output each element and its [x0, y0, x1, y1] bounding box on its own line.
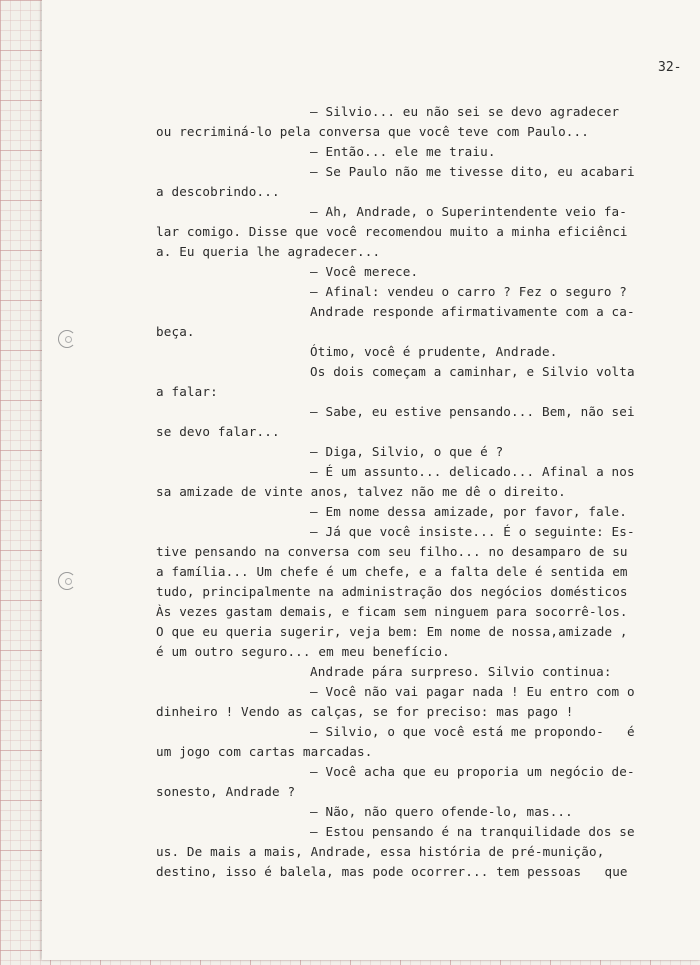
- text-line: tive pensando na conversa com seu filho... no desamparo de su: [156, 544, 628, 559]
- text-line: a falar:: [156, 384, 218, 399]
- text-line: sonesto, Andrade ?: [156, 784, 296, 799]
- text-line: – Você não vai pagar nada ! Eu entro com o: [310, 684, 635, 699]
- text-line: – Afinal: vendeu o carro ? Fez o seguro ?: [310, 284, 628, 299]
- text-line: – Silvio, o que você está me propondo- é: [310, 724, 635, 739]
- text-line: sa amizade de vinte anos, talvez não me dê o direito.: [156, 484, 566, 499]
- text-line: beça.: [156, 324, 195, 339]
- text-line: – Ah, Andrade, o Superintendente veio fa-: [310, 204, 628, 219]
- punch-hole: [58, 330, 76, 348]
- text-line: – Estou pensando é na tranquilidade dos se: [310, 824, 635, 839]
- text-line: se devo falar...: [156, 424, 280, 439]
- text-line: – Sabe, eu estive pensando... Bem, não sei: [310, 404, 635, 419]
- text-line: é um outro seguro... em meu benefício.: [156, 644, 450, 659]
- text-line: lar comigo. Disse que você recomendou muito a minha eficiênci: [156, 224, 628, 239]
- punch-hole: [58, 572, 76, 590]
- text-line: a. Eu queria lhe agradecer...: [156, 244, 381, 259]
- text-line: tudo, principalmente na administração dos negócios domésticos: [156, 584, 628, 599]
- text-line: – Já que você insiste... É o seguinte: Es-: [310, 524, 635, 539]
- text-line: – Diga, Silvio, o que é ?: [310, 444, 504, 459]
- text-line: – Silvio... eu não sei se devo agradecer: [310, 104, 620, 119]
- text-line: – Em nome dessa amizade, por favor, fale.: [310, 504, 628, 519]
- text-line: Às vezes gastam demais, e ficam sem ninguem para socorrê-los.: [156, 604, 628, 619]
- typewritten-page: [42, 0, 700, 960]
- page-number: 32-: [658, 60, 682, 75]
- text-line: Andrade pára surpreso. Silvio continua:: [310, 664, 612, 679]
- text-line: – Se Paulo não me tivesse dito, eu acabari: [310, 164, 635, 179]
- text-line: um jogo com cartas marcadas.: [156, 744, 373, 759]
- text-line: Os dois começam a caminhar, e Silvio volta: [310, 364, 635, 379]
- text-line: – Então... ele me traiu.: [310, 144, 496, 159]
- text-line: a descobrindo...: [156, 184, 280, 199]
- text-line: destino, isso é balela, mas pode ocorrer... tem pessoas que: [156, 864, 628, 879]
- text-line: Ótimo, você é prudente, Andrade.: [310, 344, 558, 359]
- text-line: – Não, não quero ofende-lo, mas...: [310, 804, 573, 819]
- text-line: – Você acha que eu proporia um negócio de-: [310, 764, 635, 779]
- text-line: ou recriminá-lo pela conversa que você teve com Paulo...: [156, 124, 589, 139]
- text-line: dinheiro ! Vendo as calças, se for preciso: mas pago !: [156, 704, 574, 719]
- text-line: a família... Um chefe é um chefe, e a falta dele é sentida em: [156, 564, 628, 579]
- text-line: – É um assunto... delicado... Afinal a nos: [310, 464, 635, 479]
- text-line: O que eu queria sugerir, veja bem: Em nome de nossa,amizade ,: [156, 624, 628, 639]
- text-line: – Você merece.: [310, 264, 419, 279]
- text-line: us. De mais a mais, Andrade, essa história de pré-munição,: [156, 844, 605, 859]
- text-line: Andrade responde afirmativamente com a ca-: [310, 304, 635, 319]
